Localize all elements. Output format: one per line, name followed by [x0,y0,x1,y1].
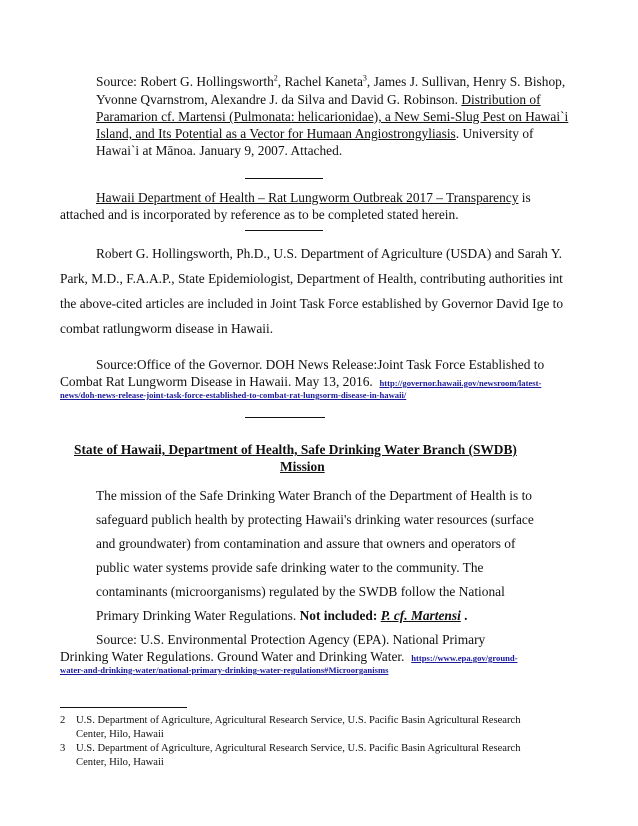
epa-url[interactable]: https://www.epa.gov/ground- [411,653,518,663]
epa-url-cont[interactable]: water-and-drinking-water/national-primary-drinking-water-regulations#Microorganisms [60,665,389,675]
swdb-line2: safeguard publich health by protecting Hawaii's drinking water resources (surface [96,512,534,527]
article-title-link[interactable]: Distribution of [461,92,541,107]
source1-line3[interactable]: Paramarion cf. Martensi (Pulmonata: helicarionidae), a New Semi-Slug Pest on Hawai`i [96,109,569,124]
swdb-line5: contaminants (microorganisms) regulated by the SWDB follow the National [96,584,505,599]
authors-line3: the above-cited articles are included in Joint Task Force established by Governor David Ige to [60,296,564,311]
footnote-3-line2: Center, Hilo, Hawaii [76,757,164,768]
hdoh-line1: Hawaii Department of Health – Rat Lungworm Outbreak 2017 – Transparency is [96,190,531,205]
hdoh-line2: attached and is incorporated by reference as to be completed stated herein. [60,207,459,222]
hdoh-transparency-link[interactable]: Hawaii Department of Health – Rat Lungworm Outbreak 2017 – Transparency [96,190,519,205]
authors-line1: Robert G. Hollingsworth, Ph.D., U.S. Department of Agriculture (USDA) and Sarah Y. [96,246,563,261]
authors-line2: Park, M.D., F.A.A.P., State Epidemiologist, Department of Health, contributing authorities int [60,271,563,286]
swdb-line1: The mission of the Safe Drinking Water Branch of the Department of Health is to [96,488,532,503]
footnote-3-num: 3 [60,743,66,754]
source2-line1: Source:Office of the Governor. DOH News Release:Joint Task Force Established to [96,357,545,372]
separator-1 [245,178,323,179]
footnote-2-line1: U.S. Department of Agriculture, Agricultural Research Service, U.S. Pacific Basin Agricultural Research [76,715,521,726]
governor-news-url[interactable]: http://governor.hawaii.gov/newsroom/latest- [379,378,542,388]
source1-line4: Island, and Its Potential as a Vector for Humaan Angiostrongyliasis. University of [96,126,534,141]
swdb-title-mission: Mission [280,459,325,474]
footnote-ref-2[interactable]: 2 [273,73,278,83]
source3-line2: Drinking Water Regulations. Ground Water and Drinking Water. https://www.epa.gov/ground- [60,649,518,664]
swdb-title: State of Hawaii, Department of Health, Safe Drinking Water Branch (SWDB) [74,442,517,457]
footnote-2-line2: Center, Hilo, Hawaii [76,729,164,740]
governor-news-url-cont[interactable]: news/doh-news-release-joint-task-force-established-to-combat-rat-lungsorm-disease-in-hawaii/ [60,390,407,400]
footnote-separator [60,707,187,708]
swdb-line4: public water systems provide safe drinking water to the community. The [96,560,484,575]
source1-line1: Source: Robert G. Hollingsworth$^2$, Rachel Kaneta$^3$, James J. Sullivan, Henry S. Bishop, [96,73,566,89]
source3-line1: Source: U.S. Environmental Protection Agency (EPA). National Primary [96,632,486,647]
swdb-line3: and groundwater) from contamination and assure that owners and operators of [96,536,516,551]
separator-3 [245,417,325,418]
footnote-ref-3[interactable]: 3 [362,73,367,83]
separator-2 [245,230,323,231]
source1-line2: Yvonne Qvarnstrom, Alexandre J. da Silva and David G. Robinson. Distribution of [96,92,541,107]
source3-line3 [60,663,388,676]
swdb-line6: Primary Drinking Water Regulations. Not included: P. cf. Martensi . [96,608,468,623]
source1-line5: Hawai`i at Mānoa. January 9, 2007. Attached. [96,143,343,158]
footnote-2-num: 2 [60,715,66,726]
source2-line3 [60,388,406,401]
source2-line2: Combat Rat Lungworm Disease in Hawaii. May 13, 2016. http://governor.hawaii.gov/newsroom/latest- [60,374,542,389]
species-name: P. cf. Martensi [380,608,461,623]
authors-line4: combat ratlungworm disease in Hawaii. [60,321,274,336]
footnote-3-line1: U.S. Department of Agriculture, Agricultural Research Service, U.S. Pacific Basin Agricultural Research [76,743,521,754]
